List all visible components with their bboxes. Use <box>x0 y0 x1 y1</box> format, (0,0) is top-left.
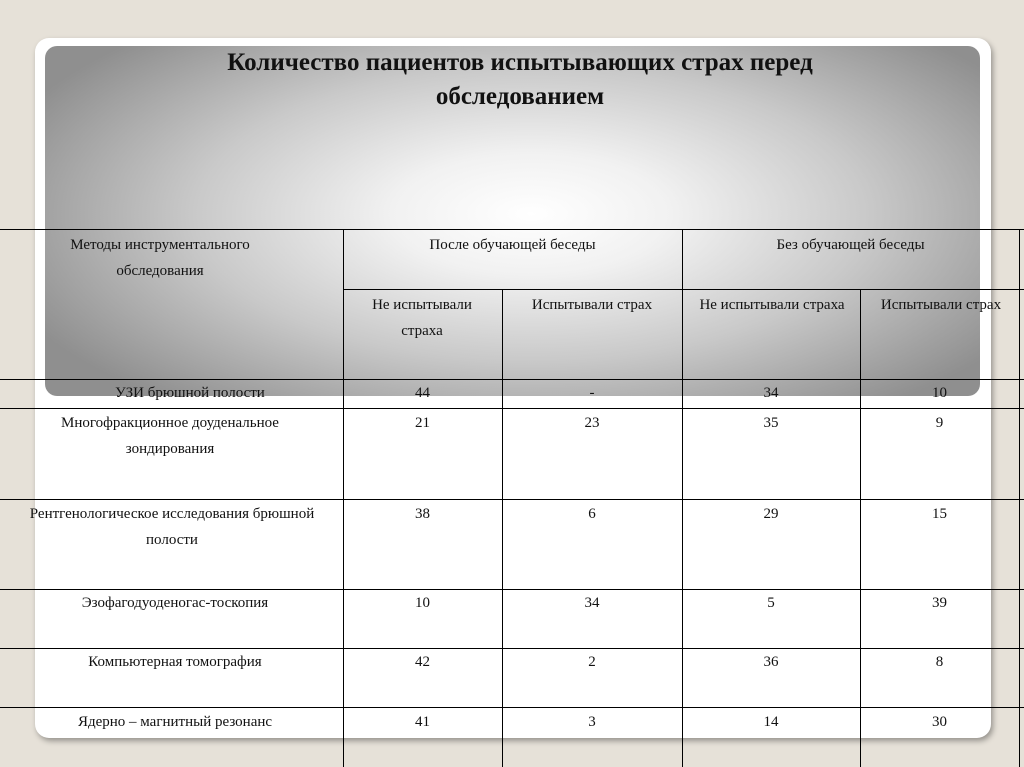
table-cell-value: 21 <box>415 415 430 431</box>
table-cell-method: Компьютерная томография <box>88 654 262 670</box>
subheader-fear-2: Испытывали страх <box>880 297 1002 313</box>
table-cell-value: 10 <box>932 385 947 401</box>
table-col-line <box>343 229 344 767</box>
table-row-line <box>0 707 1024 708</box>
table-cell-value: 8 <box>935 654 944 670</box>
table-cell-value: 42 <box>415 654 430 670</box>
table-row-line <box>0 499 1024 500</box>
subheader-fear-1: Испытывали страх <box>531 297 653 313</box>
table-col-line <box>682 229 683 767</box>
table-col-line <box>502 289 503 767</box>
table-cell-method: Рентгенологическое исследования брюшной полости <box>29 506 315 548</box>
table-cell-method: Многофракционное доуденальное зондирования <box>61 415 279 457</box>
header-group-after: После обучающей беседы <box>429 237 596 253</box>
table-cell-value: 10 <box>415 595 430 611</box>
table-cell-method: Ядерно – магнитный резонанс <box>77 714 273 730</box>
table-cell-value: 15 <box>932 506 947 522</box>
table-subheader-line <box>343 289 1024 290</box>
subheader-no-fear-1: Не испытывали страха <box>372 297 472 339</box>
table-cell-value: 38 <box>415 506 430 522</box>
table-cell-value: 9 <box>935 415 944 431</box>
table-cell-value: 2 <box>588 654 596 670</box>
header-method: Методы инструментального обследования <box>70 237 250 279</box>
table-row-line <box>0 408 1024 409</box>
slide-title: Количество пациентов испытывающих страх перед обследованием <box>227 49 813 110</box>
subheader-no-fear-2: Не испытывали страха <box>699 297 845 313</box>
table-cell-value: 5 <box>767 595 775 611</box>
table-cell-value: 29 <box>763 506 779 522</box>
table-cell-value: 34 <box>584 595 600 611</box>
table-cell-value: 34 <box>763 385 779 401</box>
table-cell-value: 3 <box>588 714 596 730</box>
table-cell-method: Эзофагодуоденогас-тоскопия <box>81 595 269 611</box>
table-cell-method: УЗИ брюшной полости <box>115 385 265 401</box>
table-col-line <box>860 289 861 767</box>
table-cell-value: 23 <box>584 415 600 431</box>
table-cell-value: 41 <box>415 714 430 730</box>
table-cell-value: 44 <box>415 385 430 401</box>
table-cell-value: 6 <box>588 506 596 522</box>
table-border-top <box>0 229 1024 230</box>
table-cell-value: 14 <box>763 714 779 730</box>
table-cell-value: 39 <box>932 595 947 611</box>
table-cell-value: - <box>589 385 595 401</box>
table-cell-value: 35 <box>763 415 779 431</box>
table-cell-value: 36 <box>763 654 779 670</box>
table-cell-value: 30 <box>932 714 947 730</box>
header-group-without: Без обучающей беседы <box>776 237 925 253</box>
